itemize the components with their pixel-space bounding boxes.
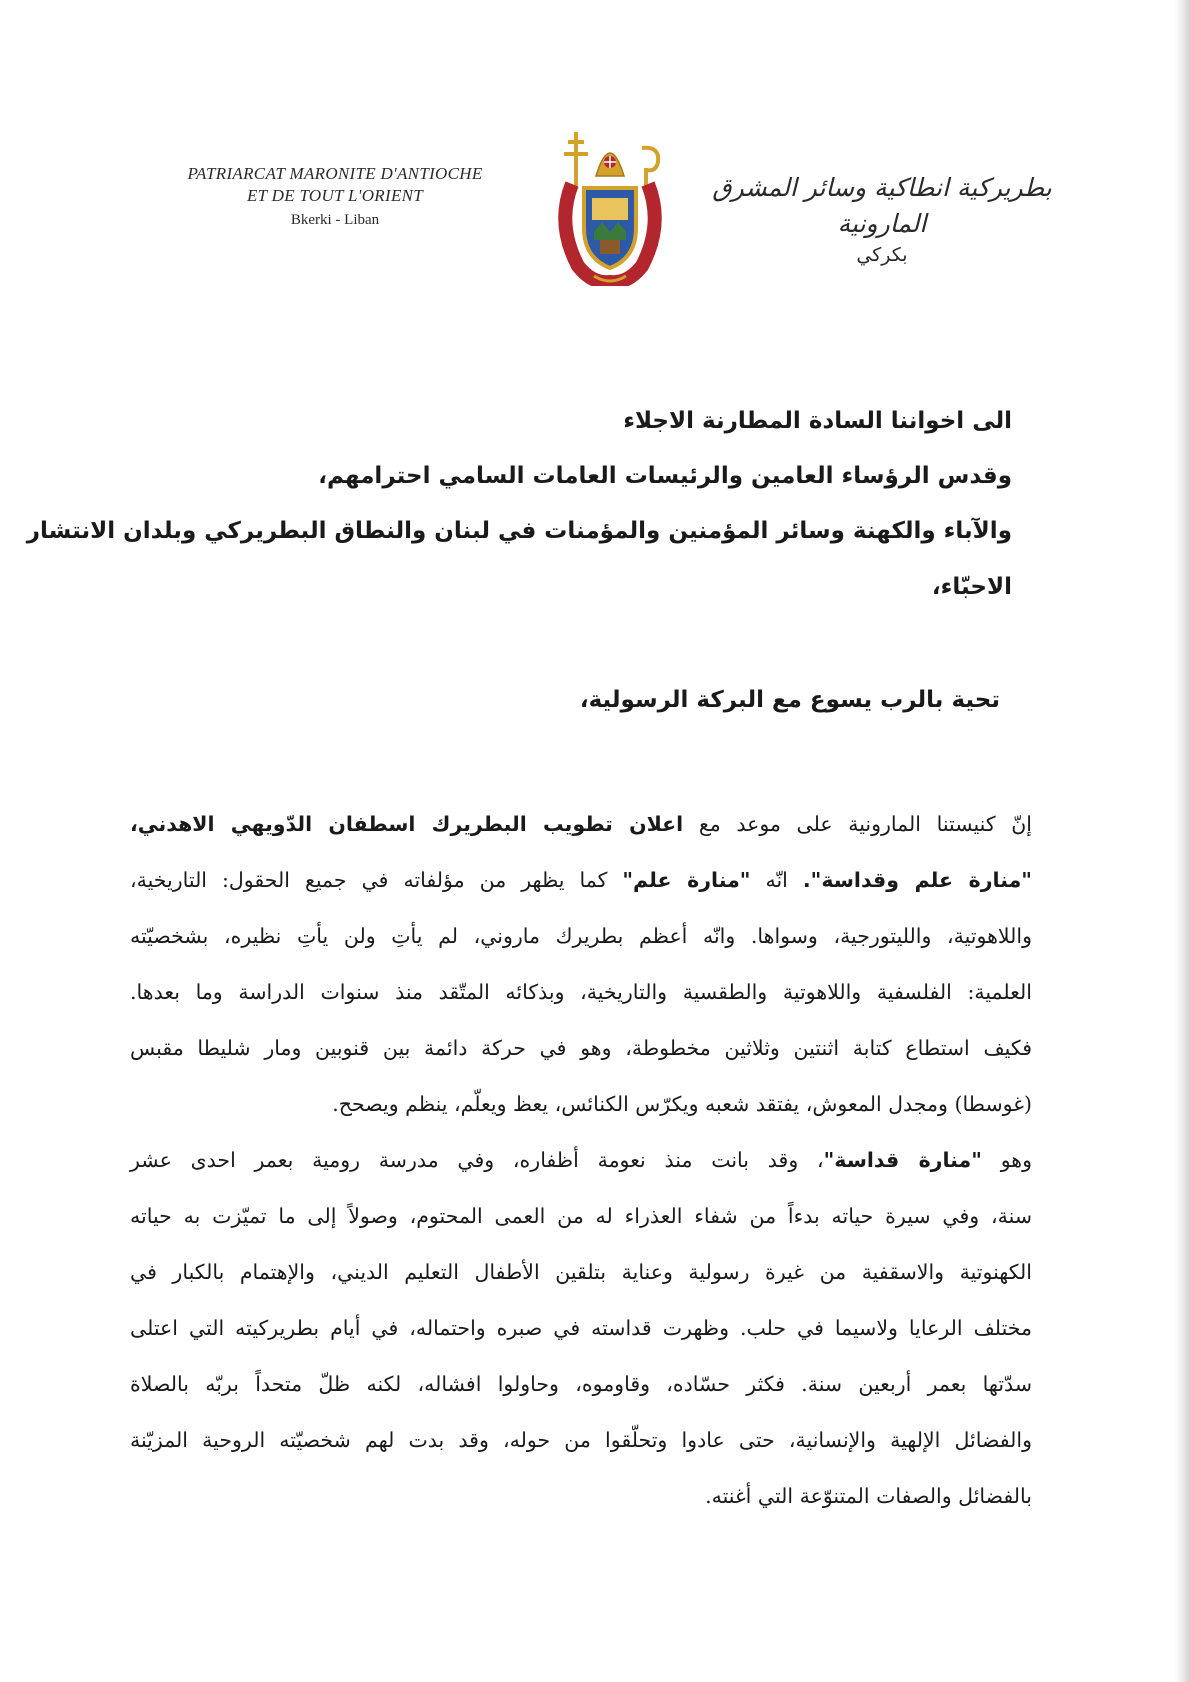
body-text: انّه [750, 868, 803, 892]
paragraph-1-line-1 [130, 812, 1032, 836]
paragraph-1-line-6: (غوسطا) ومجدل المعوش، يفتقد شعبه ويكرّس الكنائس، يعظ ويعلّم، ينظم ويصحح. [332, 1092, 1032, 1116]
address-line-4: الاحبّاء، [931, 574, 1012, 600]
letterhead-location: Bkerki - Liban [290, 212, 380, 228]
paragraph-2-line-2: سنة، وفي سيرة حياته بدءاً من شفاء العذراء له من العمى المحتوم، وصولاً إلى ما تميّزت به حياته [130, 1204, 1032, 1228]
paragraph-1-line-2 [130, 868, 1032, 892]
paragraph-1-line-3: واللاهوتية، والليتورجية، وسواها. وانّه أعظم بطريرك ماروني، لم يأتِ ولن يأتِ نظيره، بشخصيّته [130, 924, 1032, 948]
scan-edge-shadow [1174, 0, 1190, 1682]
paragraph-2-line-5: سدّتها بعمر أربعين سنة. فكثر حسّاده، وقاوموه، وحاولوا افشاله، لكنه ظلّ متحداً بربّه بالصلاة [130, 1372, 1032, 1396]
paragraph-2-line-7: بالفضائل والصفات المتنوّعة التي أغنته. [705, 1484, 1032, 1508]
address-line-3: والآباء والكهنة وسائر المؤمنين والمؤمنات في لبنان والنطاق البطريركي وبلدان الانتشار [26, 518, 1012, 544]
body-text: ، وقد بانت منذ نعومة أظفاره، وفي مدرسة رومية بعمر احدى عشر [130, 1148, 824, 1172]
paragraph-2-line-4: مختلف الرعايا ولاسيما في حلب. وظهرت قداسته في صبره واحتماله، في أيام بطريركيته التي اعتلى [130, 1316, 1032, 1340]
letterhead-arabic [712, 170, 1052, 268]
body-text: وهو [981, 1148, 1032, 1172]
bold-text: "منارة قداسة" [823, 1148, 982, 1172]
bold-text: اعلان تطويب البطريرك اسطفان الدّويهي الاهدني، [130, 812, 684, 836]
paragraph-2-line-6: والفضائل الإلهية والإنسانية، حتى عادوا وتحلّقوا من حوله، وقد بدت لهم شخصيّته الروحية المزيّنة [130, 1428, 1032, 1452]
paragraph-2-line-1 [130, 1148, 1032, 1172]
paragraph-2-line-3: الكهنوتية والاسقفية من غيرة رسولية وعناية بتلقين الأطفال التعليم الديني، والإهتمام بالكبار في [130, 1260, 1032, 1284]
body-text: كما يظهر من مؤلفاته في جميع الحقول: التاريخية، [130, 868, 623, 892]
bold-text: "منارة علم" [622, 868, 751, 892]
letterhead-arabic-line-1: بطريركية انطاكية وسائر المشرق المارونية [712, 173, 1052, 238]
greeting: تحية بالرب يسوع مع البركة الرسولية، [579, 687, 1000, 713]
paragraph-1-line-5: فكيف استطاع كتابة اثنتين وثلاثين مخطوطة، وهو في حركة دائمة بين قنوبين ومار شليطا مقبس [130, 1036, 1032, 1060]
letterhead-french [150, 163, 520, 231]
address-line-1: الى اخواننا السادة المطارنة الاجلاء [623, 408, 1012, 434]
body-text: إنّ كنيستنا المارونية على موعد مع [683, 812, 1032, 836]
patriarchal-crest-icon [550, 128, 670, 286]
bold-text: "منارة علم وقداسة". [802, 868, 1032, 892]
letterhead-arabic-line-2: بكركي [856, 244, 908, 266]
address-line-2: وقدس الرؤساء العامين والرئيسات العامات السامي احترامهم، [318, 463, 1012, 489]
letterhead-line-2: ET DE TOUT L'ORIENT [246, 186, 424, 205]
letterhead-line-1: PATRIARCAT MARONITE D'ANTIOCHE [187, 164, 483, 183]
paragraph-1-line-4: العلمية: الفلسفية واللاهوتية والطقسية والتاريخية، وبذكائه المتّقد منذ سنوات الدراسة وما بعدها. [130, 980, 1032, 1004]
